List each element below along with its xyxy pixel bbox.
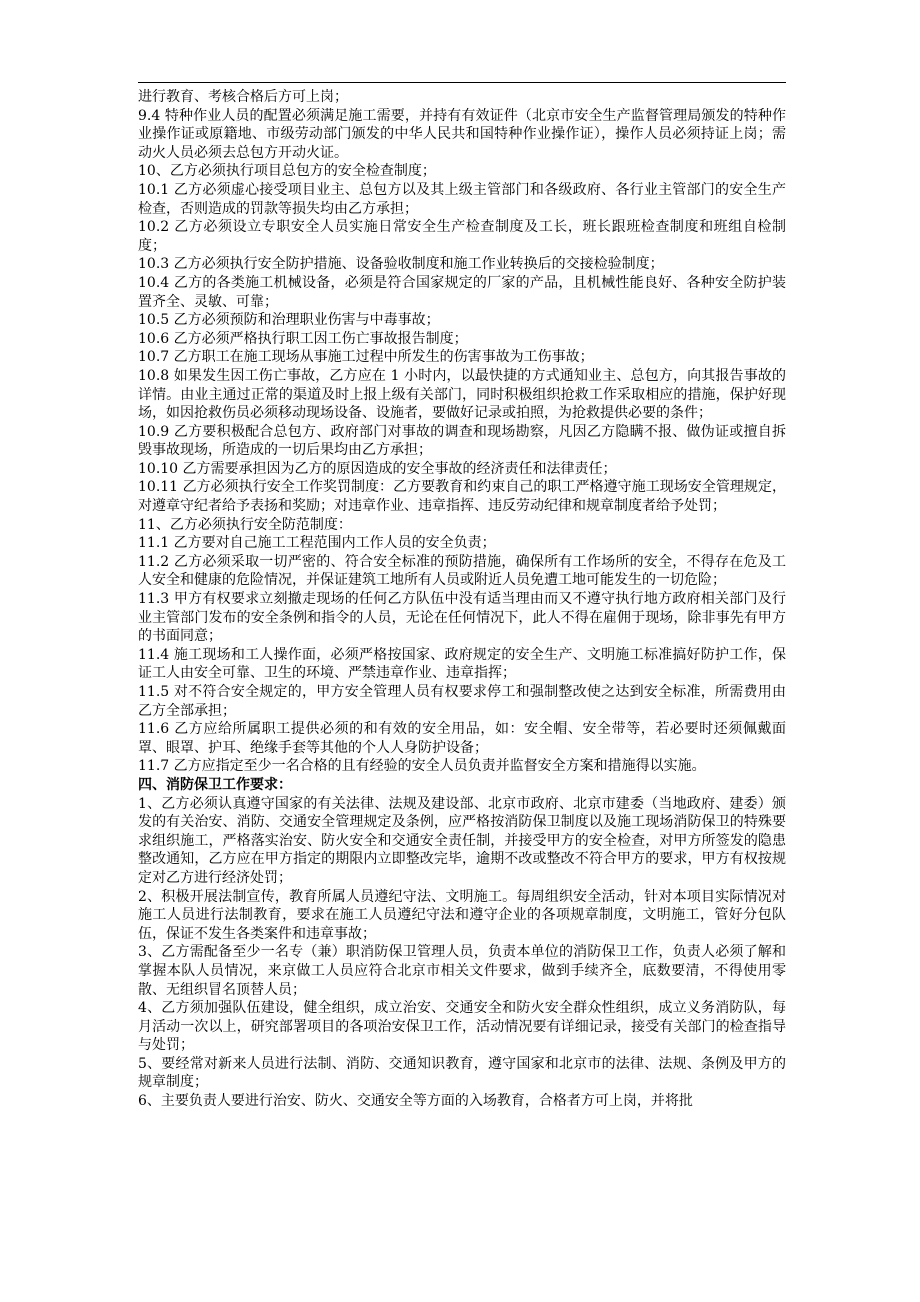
paragraph: 11.7 乙方应指定至少一名合格的且有经验的安全人员负责并监督安全方案和措施得以实施。 <box>138 758 706 775</box>
paragraph: 11.1 乙方要对自己施工工程范围内工作人员的安全负责； <box>138 535 496 552</box>
paragraph: 2、积极开展法制宣传，教育所属人员遵纪守法、文明施工。每周组织安全活动，针对本项目实际情况对施工人员进行法制教育，要求在施工人员遵纪守法和遵守企业的各项规章制度，文明施工，管好分包队伍，保证不发生各类案件和违章事故； <box>138 888 786 942</box>
header-rule <box>138 82 786 83</box>
paragraph: 10.2 乙方必须设立专职安全人员实施日常安全生产检查制度及工长，班长跟班检查制度和班组自检制度； <box>138 219 786 254</box>
paragraph: 10、乙方必须执行项目总包方的安全检查制度； <box>138 163 436 180</box>
document-page <box>138 0 786 1302</box>
paragraph: 3、乙方需配备至少一名专（兼）职消防保卫管理人员，负责本单位的消防保卫工作，负责人必须了解和掌握本队人员情况，来京做工人员应符合北京市相关文件要求，做到手续齐全，底数要清，不得使用零散、无组织冒名顶替人员； <box>138 944 786 998</box>
paragraph: 4、乙方须加强队伍建设，健全组织，成立治安、交通安全和防火安全群众性组织，成立义务消防队，每月活动一次以上，研究部署项目的各项治安保卫工作，活动情况要有详细记录，接受有关部门的检查指导与处罚； <box>138 1000 786 1054</box>
paragraph: 10.3 乙方必须执行安全防护措施、设备验收制度和施工作业转换后的交接检验制度； <box>138 256 664 273</box>
paragraph: 11.4 施工现场和工人操作面，必须严格按国家、政府规定的安全生产、文明施工标准搞好防护工作，保证工人由安全可靠、卫生的环境、严禁违章作业、违章指挥； <box>138 646 786 682</box>
paragraph: 9.4 特种作业人员的配置必须满足施工需要，并持有有效证件（北京市安全生产监督管理局颁发的特种作业操作证或原籍地、市级劳动部门颁发的中华人民共和国特种作业操作证），操作人员必须持证上岗；需动火人员必须去总包方开动火证。 <box>138 107 786 161</box>
paragraph: 10.4 乙方的各类施工机械设备，必须是符合国家规定的厂家的产品，且机械性能良好、各种安全防护装置齐全、灵敏、可靠； <box>138 274 786 310</box>
paragraph: 11.3 甲方有权要求立刻撤走现场的任何乙方队伍中没有适当理由而又不遵守执行地方政府相关部门及行业主管部门发布的安全条例和指令的人员，无论在任何情况下，此人不得在雇佣于现场，除非事先有甲方的书面同意； <box>138 591 786 645</box>
paragraph: 10.10 乙方需要承担因为乙方的原因造成的安全事故的经济责任和法律责任； <box>138 460 617 477</box>
section-heading: 四、消防保卫工作要求： <box>138 776 292 793</box>
paragraph: 11.2 乙方必须采取一切严密的、符合安全标准的预防措施，确保所有工作场所的安全，不得存在危及工人安全和健康的危险情况，并保证建筑工地所有人员或附近人员免遭工地可能发生的一切危险； <box>138 553 786 589</box>
paragraph: 11、乙方必须执行安全防范制度： <box>138 516 352 533</box>
paragraph: 10.8 如果发生因工伤亡事故，乙方应在 1 小时内，以最快捷的方式通知业主、总包方，向其报告事故的详情。由业主通过正常的渠道及时上报上级有关部门，同时积极组织抢救工作采取相应的措施，保护好现场，如因抢救伤员必须移动现场设备、设施者，要做好记录或拍照，为抢救提供必要的条件； <box>138 367 786 422</box>
paragraph: 11.5 对不符合安全规定的，甲方安全管理人员有权要求停工和强制整改使之达到安全标准，所需费用由乙方全部承担； <box>138 684 786 719</box>
paragraph: 10.6 乙方必须严格执行职工因工伤亡事故报告制度； <box>138 330 468 347</box>
paragraph: 10.1 乙方必须虚心接受项目业主、总包方以及其上级主管部门和各级政府、各行业主管部门的安全生产检查，否则造成的罚款等损失均由乙方承担； <box>138 181 786 217</box>
document-body <box>138 88 786 1111</box>
paragraph: 11.6 乙方应给所属职工提供必须的和有效的安全用品，如：安全帽、安全带等，若必要时还须佩戴面罩、眼罩、护耳、绝缘手套等其他的个人人身防护设备； <box>138 721 786 756</box>
paragraph: 进行教育、考核合格后方可上岗； <box>138 89 348 105</box>
paragraph: 10.5 乙方必须预防和治理职业伤害与中毒事故； <box>138 312 440 329</box>
paragraph: 10.7 乙方职工在施工现场从事施工过程中所发生的伤害事故为工伤事故； <box>138 349 594 366</box>
paragraph: 5、要经常对新来人员进行法制、消防、交通知识教育，遵守国家和北京市的法律、法规、条例及甲方的规章制度； <box>138 1055 786 1091</box>
paragraph: 10.11 乙方必须执行安全工作奖罚制度：乙方要教育和约束自己的职工严格遵守施工现场安全管理规定，对遵章守纪者给予表扬和奖励；对违章作业、违章指挥、违反劳动纪律和规章制度者给予处罚； <box>138 479 786 515</box>
paragraph: 6、主要负责人要进行治安、防火、交通安全等方面的入场教育，合格者方可上岗，并将批 <box>138 1093 693 1110</box>
paragraph: 1、乙方必须认真遵守国家的有关法律、法规及建设部、北京市政府、北京市建委（当地政府、建委）颁发的有关治安、消防、交通安全管理规定及条例，应严格按消防保卫制度以及施工现场消防保卫的特殊要求组织施工，严格落实治安、防火安全和交通安全责任制，并接受甲方的安全检查，对甲方所签发的隐患整改通知，乙方应在甲方指定的期限内立即整改完毕，逾期不改或整改不符合甲方的要求，甲方有权按规定对乙方进行经济处罚； <box>138 795 786 886</box>
paragraph: 10.9 乙方要积极配合总包方、政府部门对事故的调查和现场勘察，凡因乙方隐瞒不报、做伪证或擅自拆毁事故现场，所造成的一切后果均由乙方承担； <box>138 423 786 459</box>
